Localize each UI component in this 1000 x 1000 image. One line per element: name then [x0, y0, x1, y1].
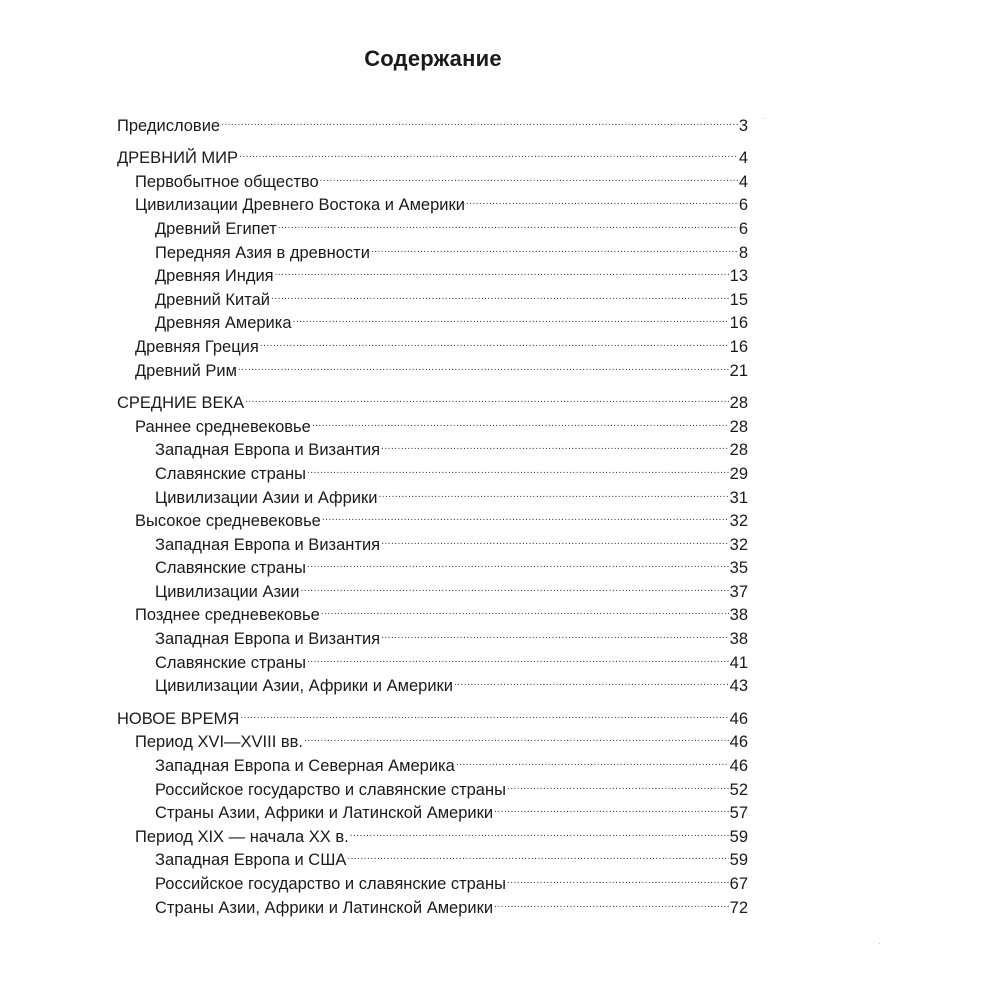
dot-leader — [507, 865, 729, 889]
dot-leader — [322, 503, 729, 527]
toc-entry-page: 3 — [738, 116, 748, 135]
toc-entry-label: Западная Европа и Северная Америка — [155, 757, 455, 776]
toc-entry-label: Цивилизации Азии и Африки — [155, 488, 378, 507]
toc-entry-label: Славянские страны — [155, 464, 306, 483]
scan-mark: · — [878, 938, 882, 949]
toc-entry-page: 8 — [738, 243, 748, 262]
toc-entry-label: Западная Европа и Византия — [155, 535, 381, 554]
toc-entry-page: 32 — [729, 535, 748, 554]
dot-leader — [307, 644, 729, 668]
toc-entry-page: 37 — [729, 582, 748, 601]
toc-entry-page: 46 — [729, 733, 748, 752]
toc-entry-page: 15 — [729, 290, 748, 309]
toc-entry-page: 28 — [729, 394, 748, 413]
toc-entry-label: Страны Азии, Африки и Латинской Америки — [155, 898, 494, 917]
toc-entry-page: 67 — [729, 875, 748, 893]
toc-entry-label: Западная Европа и США — [155, 851, 347, 870]
dot-leader — [454, 668, 729, 692]
toc-entry-label: Славянские страны — [155, 559, 306, 578]
toc-entry-label: Российское государство и славянские страны — [155, 780, 506, 799]
toc-entry-label: Древний Рим — [135, 361, 237, 380]
dot-leader — [347, 842, 728, 866]
toc-entry-page: 72 — [729, 898, 748, 917]
dot-leader — [320, 163, 738, 187]
dot-leader — [293, 305, 729, 329]
dot-leader — [381, 620, 729, 644]
dot-leader — [466, 187, 738, 211]
dot-leader — [278, 210, 738, 234]
dot-leader — [494, 889, 729, 913]
toc-entry-label: Древняя Индия — [155, 267, 274, 286]
dot-leader — [494, 795, 729, 819]
toc-entry-label: Древняя Греция — [135, 337, 259, 356]
toc-entry-page: 21 — [729, 361, 748, 380]
toc-entry-page: 6 — [738, 219, 748, 238]
toc-entry-page: 29 — [729, 464, 748, 483]
toc-entry[interactable] — [117, 140, 748, 168]
toc-entry-label: Первобытное общество — [135, 172, 319, 191]
toc-entry-label: Славянские страны — [155, 653, 306, 672]
dot-leader — [312, 408, 729, 432]
toc-entry-page: 38 — [729, 606, 748, 625]
dot-leader — [307, 550, 729, 574]
toc-entry-label: Российское государство и славянские страны — [155, 875, 506, 893]
toc-entry-page: 52 — [729, 780, 748, 799]
toc-entry-label: Западная Европа и Византия — [155, 441, 381, 460]
table-of-contents — [117, 107, 748, 917]
toc-entry-page: 6 — [738, 196, 748, 215]
toc-entry-page: 16 — [729, 337, 748, 356]
toc-entry-page: 38 — [729, 630, 748, 649]
dot-leader — [307, 455, 729, 479]
toc-entry-label: Западная Европа и Византия — [155, 630, 381, 649]
toc-entry-label: НОВОЕ ВРЕМЯ — [117, 709, 240, 728]
dot-leader — [381, 526, 729, 550]
toc-entry-label: Передняя Азия в древности — [155, 243, 370, 262]
toc-entry-page: 41 — [729, 653, 748, 672]
toc-entry[interactable] — [117, 700, 748, 728]
toc-entry-page: 59 — [729, 851, 748, 870]
toc-entry-label: Период XIX — начала XX в. — [135, 827, 349, 846]
toc-entry-page: 16 — [729, 314, 748, 333]
dot-leader — [350, 818, 729, 842]
toc-entry-page: 4 — [738, 149, 748, 168]
page-title: Содержание — [364, 46, 502, 71]
toc-entry-label: Высокое средневековье — [135, 512, 321, 531]
toc-entry-label: СРЕДНИЕ ВЕКА — [117, 394, 245, 413]
toc-entry-label: Предисловие — [117, 116, 221, 135]
dot-leader — [456, 747, 729, 771]
dot-leader — [321, 597, 729, 621]
toc-entry-label: Древний Египет — [155, 219, 277, 238]
toc-entry-page: 13 — [729, 267, 748, 286]
dot-leader — [271, 281, 729, 305]
toc-entry-label: Древний Китай — [155, 290, 271, 309]
toc-entry-label: Позднее средневековье — [135, 606, 320, 625]
toc-entry-label: Цивилизации Азии, Африки и Америки — [155, 677, 453, 696]
toc-entry-label: Цивилизации Древнего Востока и Америки — [135, 196, 465, 215]
dot-leader — [381, 432, 729, 456]
toc-entry-page: 46 — [729, 757, 748, 776]
dot-leader — [238, 352, 729, 376]
toc-entry-label: Период XVI—XVIII вв. — [135, 733, 304, 752]
toc-entry-page: 31 — [729, 488, 748, 507]
toc-entry-page: 28 — [729, 417, 748, 436]
dot-leader — [260, 328, 729, 352]
toc-entry-page: 35 — [729, 559, 748, 578]
dot-leader — [378, 479, 728, 503]
dot-leader — [371, 234, 738, 258]
toc-entry-label: Древняя Америка — [155, 314, 292, 333]
toc-entry-label: Раннее средневековье — [135, 417, 311, 436]
toc-entry-page: 59 — [729, 827, 748, 846]
toc-entry-page: 32 — [729, 512, 748, 531]
toc-entry-page: 4 — [738, 172, 748, 191]
dot-leader — [275, 258, 729, 282]
toc-entry-page: 57 — [729, 804, 748, 823]
scan-mark: · — [762, 113, 766, 124]
toc-entry-label: Страны Азии, Африки и Латинской Америки — [155, 804, 494, 823]
dot-leader — [221, 107, 738, 131]
toc-entry-page: 46 — [729, 709, 748, 728]
toc-entry[interactable] — [117, 385, 748, 413]
dot-leader — [507, 771, 729, 795]
toc-entry-label: ДРЕВНИЙ МИР — [117, 149, 239, 168]
toc-entry-page: 43 — [729, 677, 748, 696]
dot-leader — [245, 385, 729, 409]
dot-leader — [240, 700, 728, 724]
toc-entry[interactable] — [117, 107, 748, 135]
dot-leader — [304, 724, 729, 748]
dot-leader — [239, 140, 738, 164]
dot-leader — [300, 573, 728, 597]
toc-entry-label: Цивилизации Азии — [155, 582, 300, 601]
toc-entry-page: 28 — [729, 441, 748, 460]
